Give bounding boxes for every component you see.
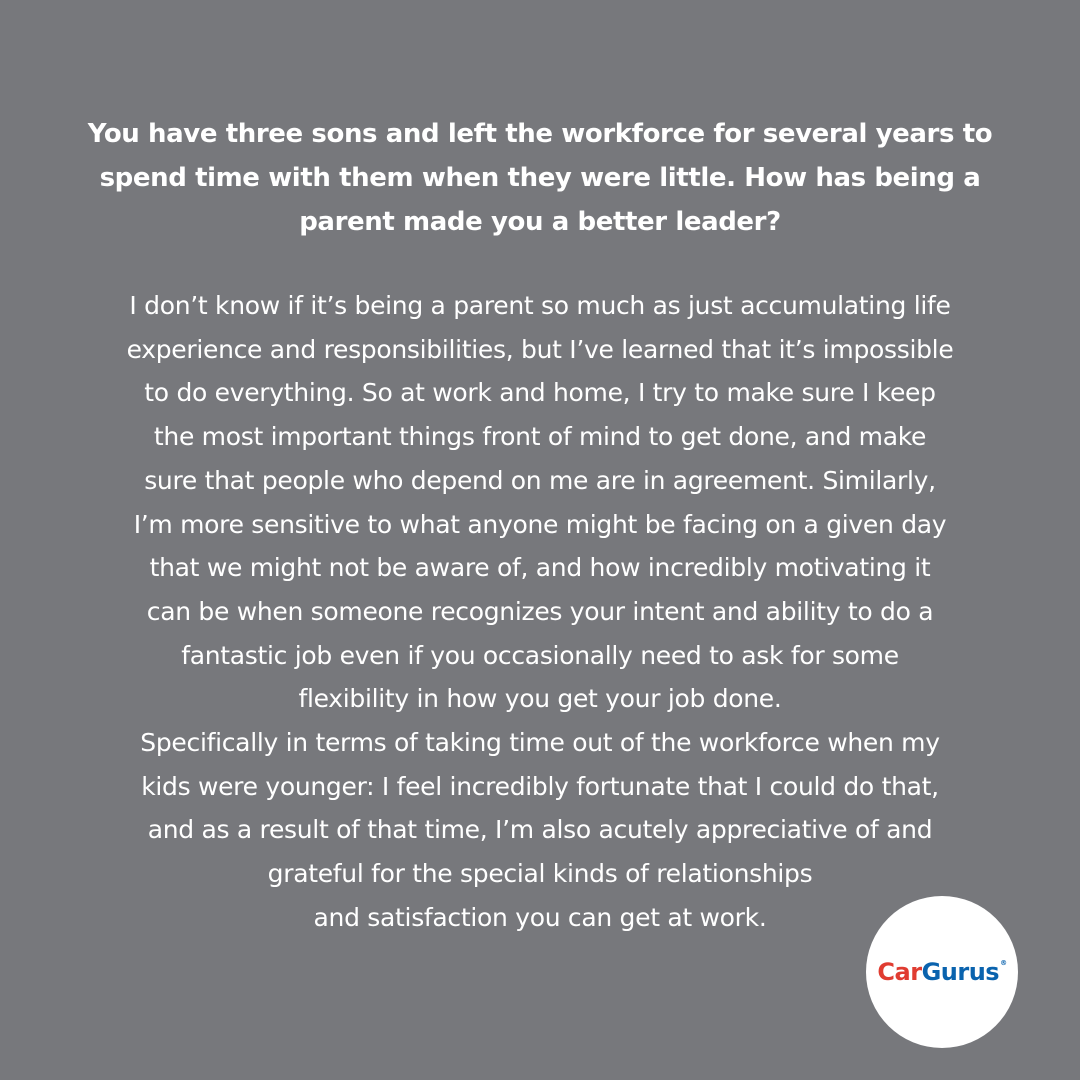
registered-mark: ®	[1000, 959, 1007, 967]
answer-body	[60, 284, 1020, 940]
cargurus-logo	[877, 960, 1006, 984]
answer-line: to do everything. So at work and home, I try to make sure I keep	[144, 378, 936, 408]
answer-line: sure that people who depend on me are in agreement. Similarly,	[144, 465, 936, 495]
logo-text-car: Car	[877, 958, 922, 986]
answer-line: grateful for the special kinds of relationships	[267, 859, 813, 889]
logo-text-gurus: Gurus	[921, 958, 1000, 986]
answer-line: I don’t know if it’s being a parent so much as just accumulating life	[129, 291, 951, 320]
question-line: You have three sons and left the workforce for several years to	[87, 119, 993, 149]
answer-line: can be when someone recognizes your intent and ability to do a	[146, 596, 934, 626]
question-heading	[60, 112, 1020, 244]
cargurus-logo-badge	[866, 896, 1018, 1048]
answer-line: that we might not be aware of, and how incredibly motivating it	[149, 553, 931, 583]
answer-line: experience and responsibilities, but I’ve learned that it’s impossible	[126, 334, 954, 364]
answer-line: fantastic job even if you occasionally need to ask for some	[181, 640, 899, 670]
answer-line: kids were younger: I feel incredibly fortunate that I could do that,	[141, 771, 939, 801]
answer-paragraph-1	[60, 284, 1020, 721]
answer-line: the most important things front of mind to get done, and make	[153, 422, 927, 452]
answer-line: Specifically in terms of taking time out of the workforce when my	[140, 728, 940, 758]
answer-paragraph-2	[60, 721, 1020, 940]
answer-line: I’m more sensitive to what anyone might be facing on a given day	[133, 509, 947, 539]
answer-line: and satisfaction you can get at work.	[313, 902, 767, 932]
answer-line: and as a result of that time, I’m also acutely appreciative of and	[147, 815, 933, 845]
question-line: spend time with them when they were little. How has being a	[99, 163, 981, 193]
interview-card	[60, 0, 1020, 1080]
question-line: parent made you a better leader?	[299, 207, 781, 237]
answer-line: flexibility in how you get your job done.	[298, 684, 782, 714]
